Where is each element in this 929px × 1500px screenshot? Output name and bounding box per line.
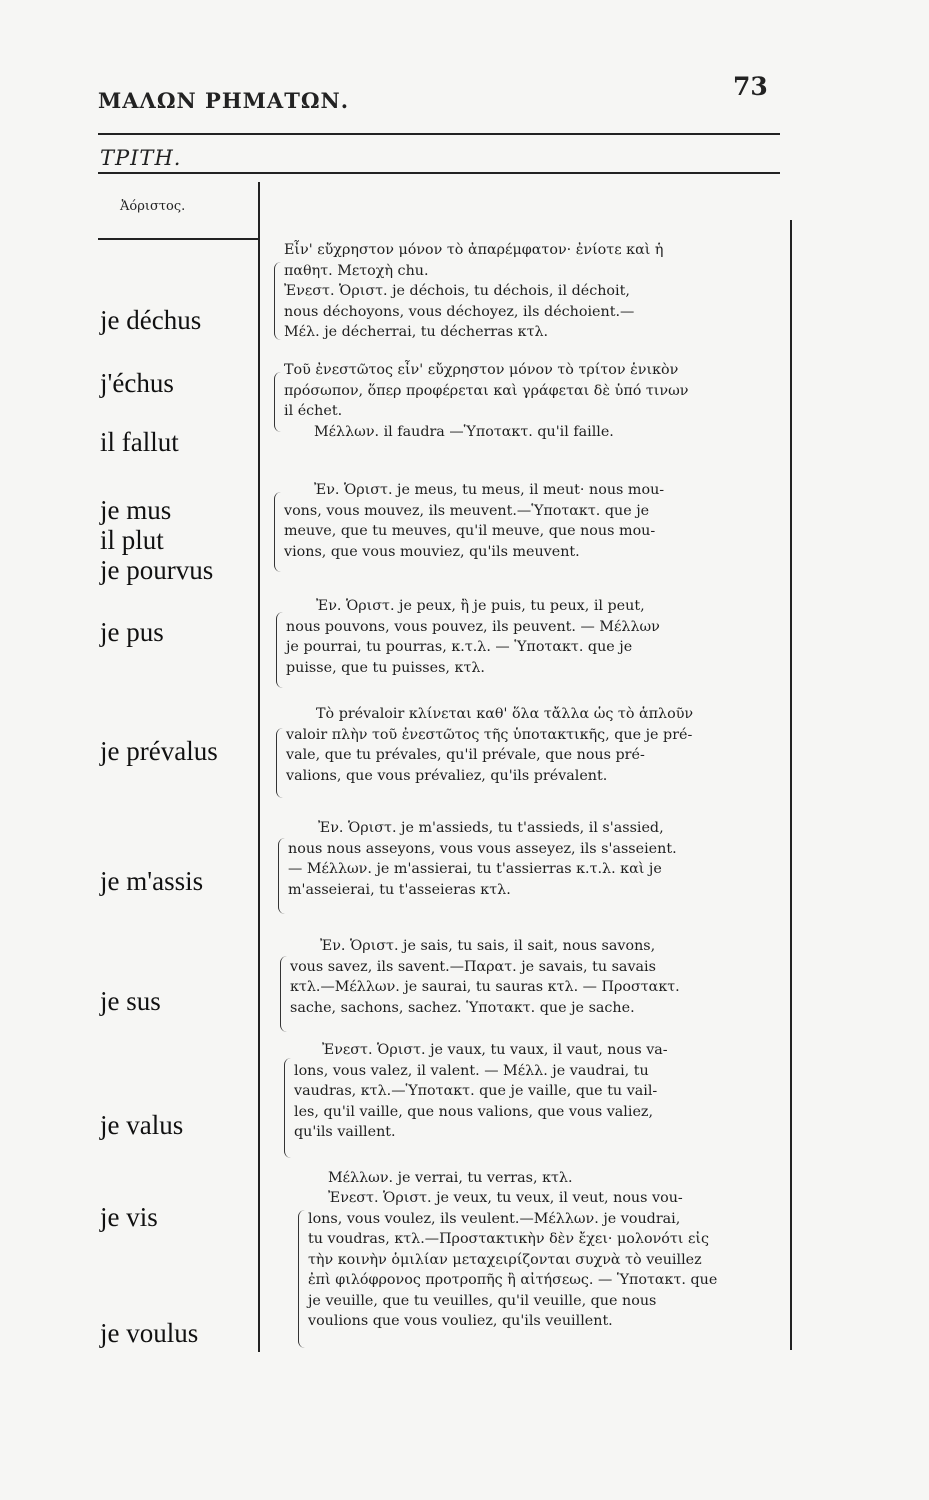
entry-line: Ἐν. Ὁριστ. je sais, tu sais, il sait, nous savons,: [320, 938, 656, 954]
entry-brace: [274, 492, 281, 572]
conjugation-entry: [284, 240, 799, 343]
entry-line: vaudras, κτλ.—Ὑποτακτ. que je vaille, que tu vail-: [294, 1083, 658, 1099]
entry-line: les, qu'il vaille, que nous valions, que vous valiez,: [294, 1103, 653, 1120]
entry-line: Μέλ. je décherrai, tu décherras κτλ.: [284, 324, 549, 340]
entry-line: vale, que tu prévales, qu'il prévale, que nous pré-: [286, 747, 645, 763]
entry-line: lons, vous valez, il valent. — Μέλλ. je vaudrai, tu: [294, 1062, 649, 1079]
entry-line: nous nous asseyons, vous vous asseyez, ils s'asseient.: [288, 840, 677, 857]
entry-line: je pourrai, tu pourras, κ.τ.λ. — Ὑποτακτ. que je: [286, 639, 633, 655]
verb-label: je vis: [100, 1202, 158, 1232]
conjugation-entry: [286, 704, 801, 786]
entry-line: Μέλλων. je verrai, tu verras, κτλ.: [328, 1170, 573, 1186]
entry-brace: [284, 1058, 291, 1158]
entry-line: sache, sachons, sachez. Ὑποτακτ. que je sache.: [290, 999, 635, 1016]
running-head: ΜΑΛΩΝ ΡΗΜΑΤΩΝ.: [98, 88, 350, 113]
entry-line: meuve, que tu meuves, qu'il meuve, que nous mou-: [284, 523, 656, 539]
column-header-rule: [98, 238, 258, 240]
page-number: 73: [733, 72, 768, 101]
verb-label: je mus: [100, 495, 172, 525]
verb-label: je pus: [100, 617, 164, 647]
entry-brace: [276, 728, 283, 798]
entry-brace: [298, 1210, 305, 1348]
entry-line: je veuille, que tu veuilles, qu'il veuille, que nous: [308, 1292, 657, 1309]
entry-line: Ἐν. Ὁριστ. je m'assieds, tu t'assieds, il s'assied,: [318, 820, 664, 836]
entry-brace: [274, 372, 281, 432]
entry-line: Ἐν. Ὁριστ. je peux, ἢ je puis, tu peux, il peut,: [316, 598, 645, 614]
entry-line: vous savez, ils savent.—Παρατ. je savais, tu savais: [290, 958, 656, 975]
verb-label: je déchus: [100, 305, 202, 335]
verb-label: il plut: [100, 525, 164, 555]
entry-line: τὴν κοινὴν ὁμιλίαν μεταχειρίζονται συχνὰ τὸ veuillez: [308, 1251, 702, 1268]
entry-line: qu'ils vaillent.: [294, 1124, 396, 1140]
entry-line: puisse, que tu puisses, κτλ.: [286, 659, 485, 676]
conjugation-entry: [290, 936, 805, 1018]
conjugation-entry: [328, 1168, 798, 1189]
entry-line: Ἐνεστ. Ὁριστ. je vaux, tu vaux, il vaut, nous va-: [322, 1042, 668, 1058]
entry-line: — Μέλλων. je m'assierai, tu t'assierras κ.τ.λ. καὶ je: [288, 861, 662, 877]
conjugation-entry: [286, 596, 801, 678]
verb-label: je valus: [100, 1110, 184, 1140]
entry-line: vions, que vous mouviez, qu'ils meuvent.: [284, 543, 580, 560]
entry-brace: [278, 838, 285, 914]
entry-line: il échet.: [284, 403, 343, 419]
entry-line: πρόσωπον, ὅπερ προφέρεται καὶ γράφεται δὲ ὑπό τινων: [284, 382, 689, 399]
verb-label: je sus: [100, 986, 161, 1016]
conjugation-entry: [284, 480, 799, 562]
entry-line: valions, que vous prévaliez, qu'ils prévalent.: [286, 767, 608, 784]
entry-line: ἐπὶ φιλόφρονος προτροπῆς ἢ αἰτήσεως. — Ὑποτακτ. que: [308, 1272, 718, 1288]
entry-brace: [276, 612, 283, 688]
entry-brace: [280, 956, 287, 1032]
entry-line: κτλ.—Μέλλων. je saurai, tu sauras κτλ. — Προστακτ.: [290, 979, 680, 995]
conjugation-entry: [308, 1188, 794, 1332]
column-divider: [258, 182, 260, 1352]
entry-line: Τοῦ ἐνεστῶτος εἶν' εὔχρηστον μόνον τὸ τρίτον ἑνικὸν: [284, 362, 679, 378]
entry-line: Εἶν' εὔχρηστον μόνον τὸ ἀπαρέμφατον· ἐνίοτε καὶ ἡ: [284, 242, 664, 258]
conjugation-entry: [284, 360, 799, 442]
column-header: Ἀόριστος.: [120, 199, 186, 214]
entry-line: Τὸ prévaloir κλίνεται καθ' ὅλα τἄλλα ὡς τὸ ἁπλοῦν: [316, 706, 694, 722]
entry-line: nous pouvons, vous pouvez, ils peuvent. — Μέλλων: [286, 618, 660, 635]
entry-line: παθητ. Μετοχὴ chu.: [284, 262, 429, 279]
verb-label: je prévalus: [100, 736, 218, 766]
verb-label: je voulus: [100, 1318, 199, 1348]
entry-line: valoir πλὴν τοῦ ἐνεστῶτος τῆς ὑποτακτικῆς, que je pré-: [286, 726, 693, 743]
entry-brace: [274, 262, 281, 340]
entry-line: nous déchoyons, vous déchoyez, ils déchoient.—: [284, 303, 635, 320]
entry-line: Ἐνεστ. Ὁριστ. je déchois, tu déchois, il déchoit,: [284, 283, 630, 299]
entry-line: m'asseierai, tu t'asseieras κτλ.: [288, 881, 511, 898]
entry-line: vons, vous mouvez, ils meuvent.—Ὑποτακτ. que je: [284, 502, 650, 519]
header-rule: [98, 133, 780, 135]
verb-label: je m'assis: [100, 866, 204, 896]
conjugation-entry: [288, 818, 803, 900]
section-title: ΤΡΙΤΗ.: [100, 146, 182, 170]
entry-line: Ἐνεστ. Ὁριστ. je veux, tu veux, il veut, nous vou-: [328, 1190, 683, 1206]
entry-line: Μέλλων. il faudra —Ὑποτακτ. qu'il faille.: [314, 423, 614, 440]
verb-label: je pourvus: [100, 555, 214, 585]
conjugation-entry: [294, 1040, 794, 1143]
verb-label: j'échus: [100, 368, 174, 398]
section-rule: [98, 172, 780, 174]
entry-line: Ἐν. Ὁριστ. je meus, tu meus, il meut· nous mou-: [314, 482, 665, 498]
entry-line: voulions que vous vouliez, qu'ils veuillent.: [308, 1313, 613, 1329]
entry-line: tu voudras, κτλ.—Προστακτικὴν δὲν ἔχει· μολονότι εἰς: [308, 1231, 709, 1247]
verb-label: il fallut: [100, 427, 179, 457]
entry-line: lons, vous voulez, ils veulent.—Μέλλων. je voudrai,: [308, 1210, 681, 1227]
